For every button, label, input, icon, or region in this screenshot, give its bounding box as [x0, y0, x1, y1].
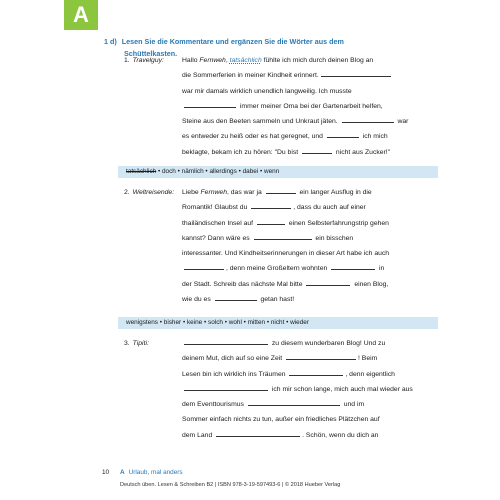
answer-blank[interactable]	[251, 200, 291, 209]
answer-blank[interactable]	[184, 382, 268, 391]
comment-line: immer meiner Oma bei der Gartenarbeit helfen,	[124, 99, 414, 114]
chapter-tab-letter: A	[73, 2, 89, 27]
answer-blank[interactable]	[184, 99, 236, 108]
answer-blank[interactable]	[216, 428, 300, 437]
copyright-line: Deutsch üben. Lesen & Schreiben B2 | ISBN 978-3-19-597493-6 | © 2018 Hueber Verlag	[120, 482, 341, 488]
answer-blank[interactable]	[327, 129, 359, 138]
answer-blank[interactable]	[184, 261, 224, 270]
answer-blank[interactable]	[257, 216, 285, 225]
comment-weltreisende	[124, 185, 414, 307]
page-number: 10	[102, 469, 110, 476]
word-box-2	[118, 317, 438, 329]
comment-author: 2. Weltreisende:	[124, 189, 175, 196]
comment-author: 3. Tipiti:	[124, 340, 149, 347]
comment-line: Romantik! Glaubst du , dass du auch auf einer	[124, 200, 414, 215]
answer-blank[interactable]	[331, 261, 375, 270]
answer-blank[interactable]	[342, 114, 394, 123]
used-word: tatsächlich	[126, 168, 157, 175]
comment-line: die Sommerferien in meiner Kindheit erinnert.	[124, 68, 414, 83]
comment-line: kannst? Dann wäre es ein bisschen	[124, 231, 414, 246]
exercise-instruction-line2: Schüttelkasten.	[124, 48, 178, 58]
answer-blank[interactable]	[254, 231, 312, 240]
comment-line: 2. Weltreisende: Liebe Fernweh, das war ja ein langer Ausflug in die	[124, 185, 414, 200]
comment-line: thailändischen Insel auf einen Selbsterfahrungstrip gehen	[124, 216, 414, 231]
answer-blank[interactable]	[215, 292, 257, 301]
comment-line: war mir damals wirklich unendlich langweilig. Ich musste	[182, 87, 352, 95]
comment-line: , denn meine Großeltern wohnten in	[124, 261, 414, 276]
comment-line: Lesen bin ich wirklich ins Träumen , denn eigentlich	[124, 367, 414, 382]
comment-text: Hallo Fernweh, tatsächlich fühlte ich mich durch deinen Blog an	[182, 57, 374, 64]
comment-line: 3. Tipiti: zu diesem wunderbaren Blog! Und zu	[124, 336, 414, 351]
word-list: • doch • nämlich • allerdings • dabei • wenn	[156, 168, 280, 175]
answer-blank[interactable]	[306, 277, 350, 286]
chapter-tab	[64, 0, 98, 30]
exercise-number: 1 d)	[104, 37, 117, 46]
answer-blank[interactable]	[321, 68, 391, 77]
comment-line: Sommer einfach nichts zu tun, außer ein friedliches Plätzchen auf	[182, 416, 380, 424]
comment-line: der Stadt. Schreib das nächste Mal bitte einen Blog,	[124, 277, 414, 292]
comment-line: ich mir schon lange, mich auch mal wieder aus	[124, 382, 414, 397]
answer-blank[interactable]	[248, 397, 340, 406]
answer-blank[interactable]	[266, 185, 296, 194]
answer-blank[interactable]	[302, 145, 332, 154]
answer-blank[interactable]	[286, 351, 356, 360]
exercise-instruction-line1: Lesen Sie die Kommentare und ergänzen Sie die Wörter aus dem	[121, 37, 344, 46]
word-list: wenigstens • bisher • keine • solch • wohl • mitten • nicht • wieder	[126, 319, 309, 326]
comment-line: wie du es getan hast!	[124, 292, 414, 307]
comment-line: interessanter. Und Kindheitserinnerungen in dieser Art habe ich auch	[182, 250, 390, 258]
answer-blank[interactable]	[289, 367, 343, 376]
chapter-title: A Urlaub, mal anders	[120, 469, 183, 476]
comment-line: dem Eventtourismus und im	[124, 397, 414, 412]
comment-line: beklagte, bekam ich zu hören: "Du bist nicht aus Zucker!"	[124, 145, 414, 160]
comment-line: Steine aus den Beeten sammeln und Unkraut jäten. war	[124, 114, 414, 129]
comment-author: 1. Travelguy:	[124, 57, 164, 64]
answer-blank[interactable]	[184, 336, 268, 345]
word-box-1	[118, 166, 438, 178]
comment-line: dem Land . Schön, wenn du dich an	[124, 428, 414, 443]
filled-answer: tatsächlich	[229, 57, 262, 64]
comment-line: es entweder zu heiß oder es hat geregnet, und ich mich	[124, 129, 414, 144]
comment-travelguy	[124, 53, 414, 160]
comment-line: deinem Mut, dich auf so eine Zeit ! Beim	[124, 351, 414, 366]
comment-line	[124, 53, 414, 68]
comment-tipiti	[124, 336, 414, 443]
